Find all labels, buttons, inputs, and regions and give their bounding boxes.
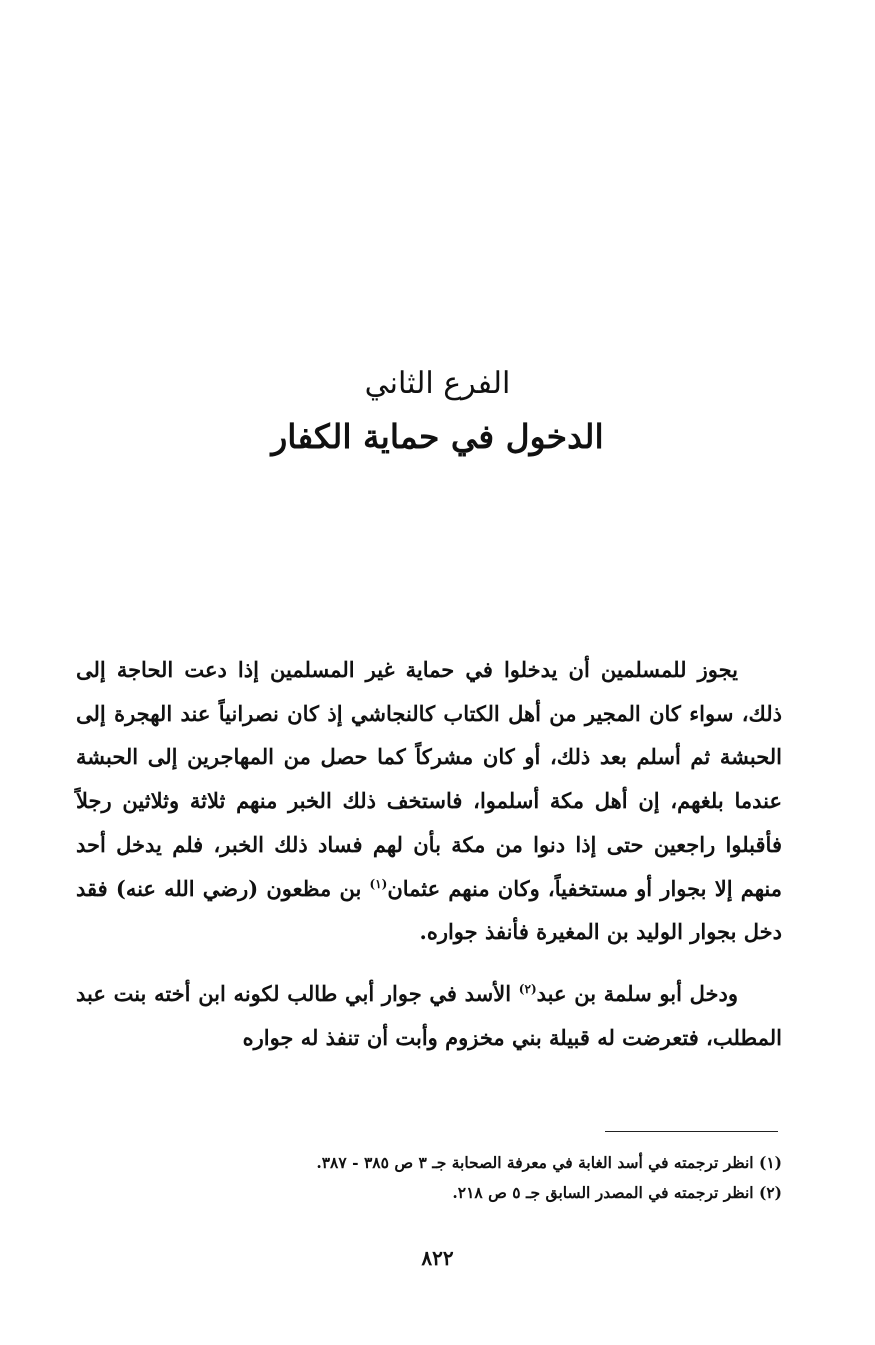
page-number: ٨٢٢ [421,1246,454,1270]
paragraph-text: يجوز للمسلمين أن يدخلوا في حماية غير المسلمين إذا دعت الحاجة إلى ذلك، سواء كان المجير من أهل الكتاب كالنجاشي إذ كان نصرانياً عند الهجرة إلى الحبشة ثم أسلم بعد ذلك، أو كان مشركاً كما حصل من المهاجرين إلى الحبشة عندما بلغهم، إن أهل مكة أسلموا، فاستخف ذلك الخبر منهم ثلاثة وثلاثين رجلاً فأقبلوا راجعين حتى إذا دنوا من مكة بأن لهم فساد ذلك الخبر، فلم يدخل أحد منهم إلا بجوار أو مستخفياً، وكان منهم عثمان [76,657,782,901]
footnote: (٢) انظر ترجمته في المصدر السابق جـ ٥ ص ٢١٨. [452,1183,782,1202]
paragraph [76,648,782,954]
footnote-marker: (٢) [518,981,537,996]
body-text [76,648,782,1059]
footnote: (١) انظر ترجمته في أسد الغابة في معرفة الصحابة جـ ٣ ص ٣٨٥ - ٣٨٧. [316,1153,782,1172]
section-heading [0,362,875,462]
footnotes [76,1148,782,1208]
paragraph-text: ودخل أبو سلمة بن عبد [536,980,738,1006]
paragraph-text: الأسد في جوار أبي طالب لكونه ابن أخته بنت عبد المطلب، فتعرضت له قبيلة بني مخزوم وأبت أن تنفذ له جواره [76,980,782,1050]
paragraph-text: بن مظعون (رضي الله عنه) فقد دخل بجوار الوليد بن المغيرة فأنفذ جواره. [76,875,782,945]
section-title: الدخول في حماية الكفار [271,417,604,456]
footnote-divider [605,1131,778,1132]
section-label: الفرع الثاني [364,366,511,401]
paragraph [76,972,782,1059]
footnote-marker: (١) [369,876,388,891]
